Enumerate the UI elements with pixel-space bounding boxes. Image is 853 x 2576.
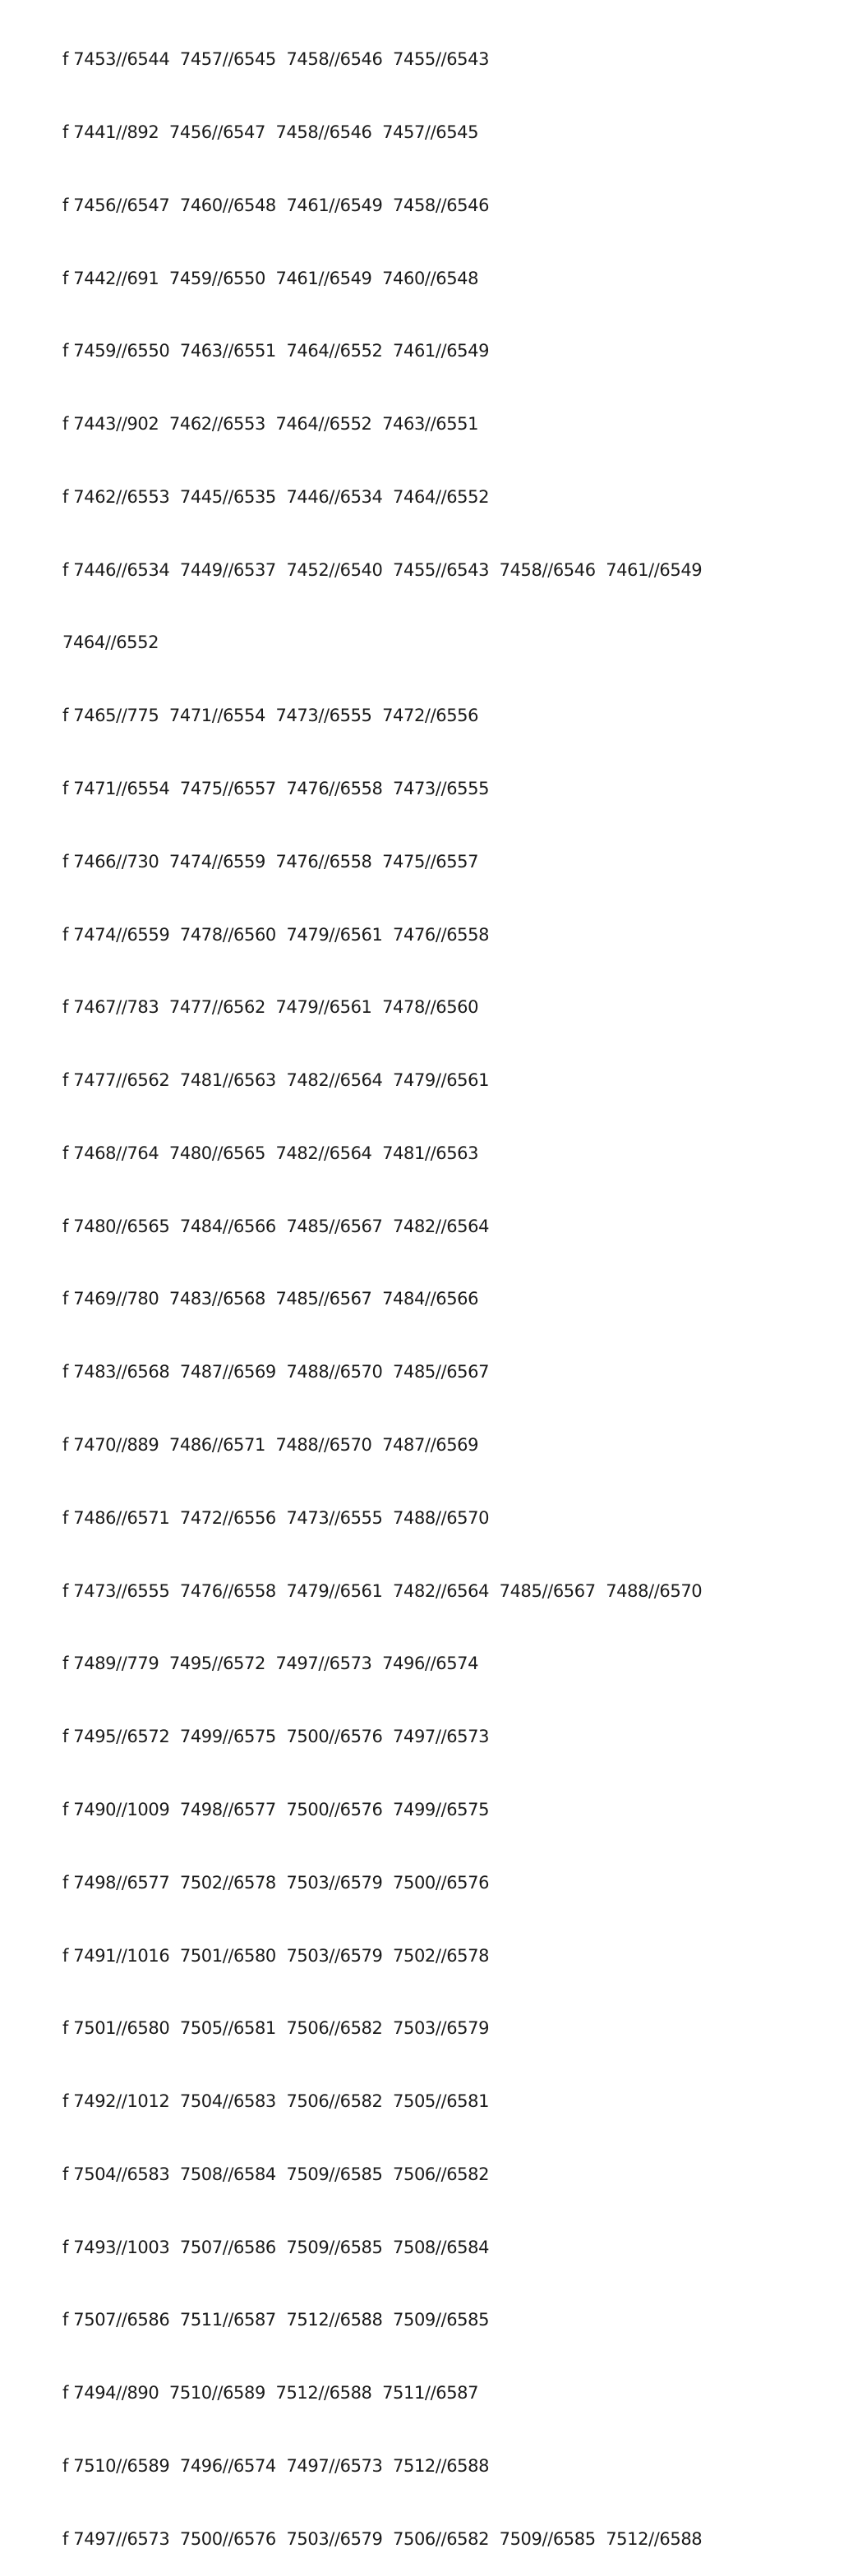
text-line: f 7459//6550 7463//6551 7464//6552 7461//6549	[62, 341, 490, 361]
text-line: f 7469//780 7483//6568 7485//6567 7484//6566	[62, 1289, 479, 1309]
text-line: f 7453//6544 7457//6545 7458//6546 7455//6543	[62, 49, 490, 70]
text-line: f 7477//6562 7481//6563 7482//6564 7479//6561	[62, 1070, 490, 1091]
text-line: f 7492//1012 7504//6583 7506//6582 7505//6581	[62, 2091, 490, 2112]
text-line: f 7456//6547 7460//6548 7461//6549 7458//6546	[62, 195, 490, 215]
text-line: f 7465//775 7471//6554 7473//6555 7472//6556	[62, 706, 479, 726]
text-line: f 7498//6577 7502//6578 7503//6579 7500//6576	[62, 1872, 490, 1893]
text-line: f 7486//6571 7472//6556 7473//6555 7488//6570	[62, 1507, 490, 1528]
text-line: f 7441//892 7456//6547 7458//6546 7457//6545	[62, 122, 479, 142]
text-line: f 7442//691 7459//6550 7461//6549 7460//6548	[62, 268, 479, 288]
text-line: f 7507//6586 7511//6587 7512//6588 7509//6585	[62, 2310, 490, 2330]
text-line: f 7489//779 7495//6572 7497//6573 7496//6574	[62, 1654, 479, 1674]
text-line: f 7446//6534 7449//6537 7452//6540 7455//6543 7458//6546 7461//6549	[62, 559, 703, 580]
obj-face-listing	[62, 0, 835, 2576]
text-line: f 7494//890 7510//6589 7512//6588 7511//6587	[62, 2383, 479, 2404]
text-line: f 7466//730 7474//6559 7476//6558 7475//6557	[62, 851, 479, 872]
text-line: f 7443//902 7462//6553 7464//6552 7463//6551	[62, 414, 479, 435]
text-line: f 7467//783 7477//6562 7479//6561 7478//6560	[62, 997, 479, 1018]
text-line: f 7474//6559 7478//6560 7479//6561 7476//6558	[62, 924, 490, 945]
text-line: f 7510//6589 7496//6574 7497//6573 7512//6588	[62, 2455, 490, 2476]
text-line: f 7504//6583 7508//6584 7509//6585 7506//6582	[62, 2164, 490, 2184]
text-line: f 7495//6572 7499//6575 7500//6576 7497//6573	[62, 1727, 490, 1747]
text-line: f 7471//6554 7475//6557 7476//6558 7473//6555	[62, 779, 490, 798]
text-line: f 7483//6568 7487//6569 7488//6570 7485//6567	[62, 1362, 490, 1382]
text-line: 7464//6552	[62, 632, 159, 653]
text-line: f 7491//1016 7501//6580 7503//6579 7502//6578	[62, 1945, 490, 1966]
text-line: f 7501//6580 7505//6581 7506//6582 7503//6579	[62, 2018, 490, 2039]
text-line: f 7468//764 7480//6565 7482//6564 7481//6563	[62, 1143, 479, 1163]
text-line: f 7493//1003 7507//6586 7509//6585 7508//6584	[62, 2237, 490, 2257]
text-line: f 7470//889 7486//6571 7488//6570 7487//6569	[62, 1435, 479, 1456]
text-line: f 7462//6553 7445//6535 7446//6534 7464//6552	[62, 486, 490, 507]
text-line: f 7480//6565 7484//6566 7485//6567 7482//6564	[62, 1216, 490, 1236]
text-line: f 7473//6555 7476//6558 7479//6561 7482//6564 7485//6567 7488//6570	[62, 1580, 703, 1601]
text-line: f 7490//1009 7498//6577 7500//6576 7499//6575	[62, 1799, 490, 1819]
text-line: f 7497//6573 7500//6576 7503//6579 7506//6582 7509//6585 7512//6588	[62, 2528, 703, 2549]
